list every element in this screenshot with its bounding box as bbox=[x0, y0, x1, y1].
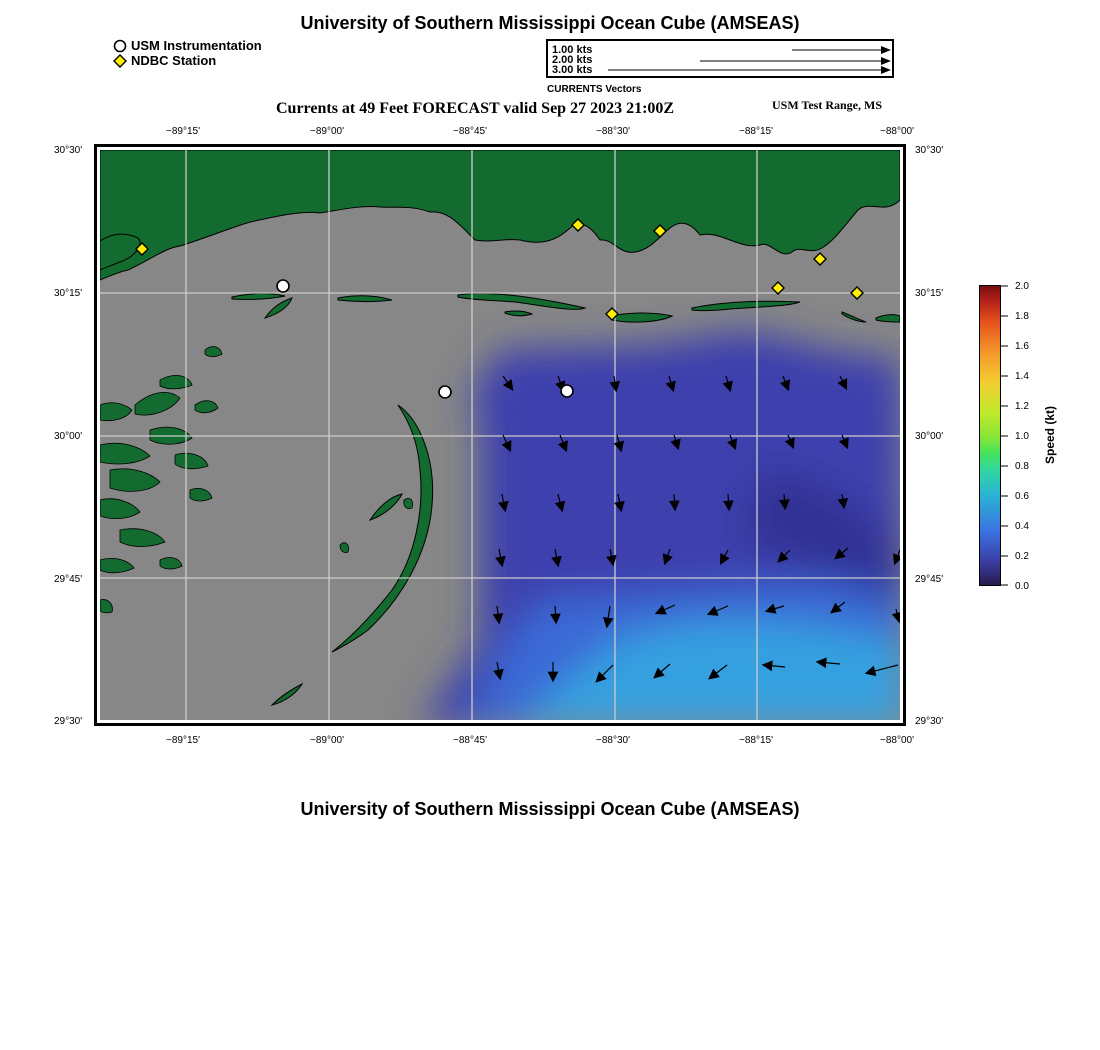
lon-tick-bottom: −88°45' bbox=[453, 735, 487, 746]
current-speed-field bbox=[420, 330, 905, 725]
vector-key-label-1: 1.00 kts bbox=[552, 44, 593, 56]
colorbar-tick: 0.6 bbox=[1015, 491, 1029, 502]
lon-tick-bottom: −88°00' bbox=[880, 735, 914, 746]
map-panel bbox=[93, 143, 911, 728]
lon-tick-top: −88°00' bbox=[880, 126, 914, 137]
colorbar-tick: 2.0 bbox=[1015, 281, 1029, 292]
lon-tick-top: −89°00' bbox=[310, 126, 344, 137]
usm-marker-icon bbox=[439, 386, 451, 398]
page-title: University of Southern Mississippi Ocean Cube (AMSEAS) bbox=[300, 13, 800, 33]
lat-tick-left: 30°15' bbox=[54, 288, 83, 299]
lat-tick-left: 29°45' bbox=[54, 574, 83, 585]
vector-key-label-3: 3.00 kts bbox=[552, 64, 593, 76]
lat-tick-right: 30°30' bbox=[915, 145, 944, 156]
footer-title: University of Southern Mississippi Ocean Cube (AMSEAS) bbox=[300, 799, 800, 819]
usm-marker-icon bbox=[113, 39, 127, 53]
lon-tick-bottom: −88°15' bbox=[739, 735, 773, 746]
lon-tick-top: −88°30' bbox=[596, 126, 630, 137]
legend-ndbc bbox=[113, 53, 216, 68]
lat-tick-left: 30°00' bbox=[54, 431, 83, 442]
lat-tick-left: 30°30' bbox=[54, 145, 83, 156]
legend-ndbc-label: NDBC Station bbox=[131, 53, 217, 68]
colorbar-tick: 0.8 bbox=[1015, 461, 1029, 472]
colorbar-tick: 1.8 bbox=[1015, 311, 1029, 322]
colorbar-title: Speed (kt) bbox=[1043, 406, 1057, 465]
lon-tick-bottom: −89°15' bbox=[166, 735, 200, 746]
region-label: USM Test Range, MS bbox=[772, 98, 883, 112]
colorbar-tick: 0.4 bbox=[1015, 521, 1029, 532]
colorbar-tick: 0.0 bbox=[1015, 581, 1029, 592]
lat-tick-right: 30°00' bbox=[915, 431, 944, 442]
lon-tick-top: −88°45' bbox=[453, 126, 487, 137]
vector-key-label-2: 2.00 kts bbox=[552, 54, 593, 66]
ndbc-marker-icon bbox=[113, 54, 127, 68]
lat-tick-left: 29°30' bbox=[54, 716, 83, 727]
colorbar-tick: 1.6 bbox=[1015, 341, 1029, 352]
lon-tick-top: −89°15' bbox=[166, 126, 200, 137]
lon-tick-top: −88°15' bbox=[739, 126, 773, 137]
colorbar-ticks bbox=[1000, 285, 1010, 587]
lon-tick-bottom: −88°30' bbox=[596, 735, 630, 746]
lon-tick-bottom: −89°00' bbox=[310, 735, 344, 746]
usm-marker-icon bbox=[277, 280, 289, 292]
colorbar-tick: 1.0 bbox=[1015, 431, 1029, 442]
colorbar-tick: 1.4 bbox=[1015, 371, 1029, 382]
legend-usm bbox=[113, 38, 262, 53]
vector-key bbox=[546, 39, 894, 78]
vector-key-arrows bbox=[548, 41, 892, 76]
vector-key-caption: CURRENTS Vectors bbox=[547, 84, 642, 95]
lat-tick-right: 30°15' bbox=[915, 288, 944, 299]
lat-tick-right: 29°30' bbox=[915, 716, 944, 727]
colorbar-tick: 0.2 bbox=[1015, 551, 1029, 562]
forecast-subtitle: Currents at 49 Feet FORECAST valid Sep 27 2023 21:00Z bbox=[276, 100, 675, 117]
lat-tick-right: 29°45' bbox=[915, 574, 944, 585]
speed-colorbar bbox=[979, 285, 1001, 586]
colorbar-tick: 1.2 bbox=[1015, 401, 1029, 412]
usm-marker-icon bbox=[561, 385, 573, 397]
legend-usm-label: USM Instrumentation bbox=[131, 38, 262, 53]
